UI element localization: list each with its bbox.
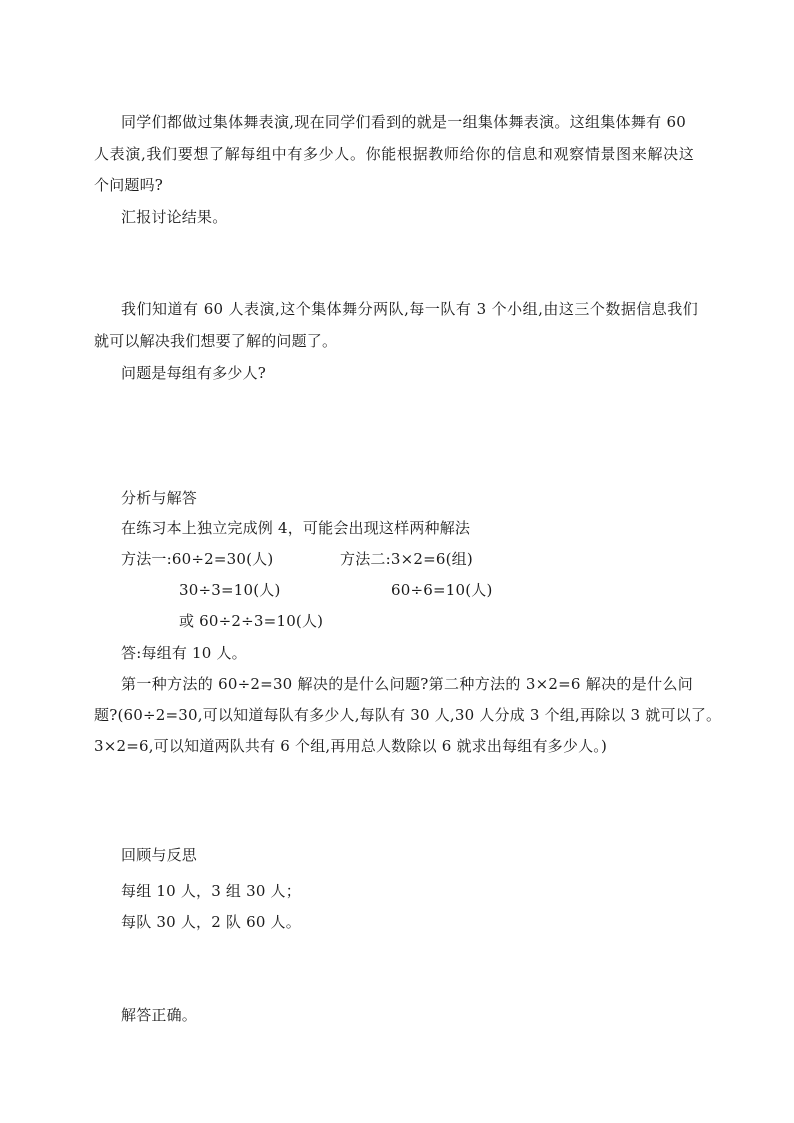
discussion-line-3: 3×2=6,可以知道两队共有 6 个组,再用总人数除以 6 就求出每组有多少人。) bbox=[94, 737, 608, 755]
report-line: 汇报讨论结果。 bbox=[121, 208, 228, 226]
intro-line-1: 同学们都做过集体舞表演,现在同学们看到的就是一组集体舞表演。这组集体舞有 60 bbox=[121, 113, 686, 131]
intro-line-2: 人表演,我们要想了解每组中有多少人。你能根据教师给你的信息和观察情景图来解决这 bbox=[94, 145, 694, 163]
discussion-line-1: 第一种方法的 60÷2=30 解决的是什么问题?第二种方法的 3×2=6 解决的是什么问 bbox=[121, 675, 693, 693]
answer-line: 答:每组有 10 人。 bbox=[121, 644, 247, 662]
method-1-line-1: 方法一:60÷2=30(人) bbox=[121, 550, 274, 568]
method-1-line-2: 30÷3=10(人) bbox=[179, 581, 281, 599]
known-line-2: 就可以解决我们想要了解的问题了。 bbox=[94, 332, 338, 350]
method-2-line-2: 60÷6=10(人) bbox=[391, 581, 493, 599]
review-line-1: 每组 10 人，3 组 30 人； bbox=[121, 882, 301, 900]
conclusion-line: 解答正确。 bbox=[121, 1006, 198, 1024]
question-line: 问题是每组有多少人? bbox=[121, 364, 267, 382]
discussion-line-2: 题?(60÷2=30,可以知道每队有多少人,每队有 30 人,30 人分成 3 个组,再除以 3 就可以了。 bbox=[94, 706, 722, 724]
method-2-line-1: 方法二:3×2=6(组) bbox=[340, 550, 473, 568]
review-line-2: 每队 30 人，2 队 60 人。 bbox=[121, 913, 301, 931]
review-heading: 回顾与反思 bbox=[121, 846, 198, 864]
analysis-heading: 分析与解答 bbox=[121, 489, 198, 507]
known-line-1: 我们知道有 60 人表演,这个集体舞分两队,每一队有 3 个小组,由这三个数据信息我们 bbox=[121, 300, 698, 318]
instruction-line: 在练习本上独立完成例 4，可能会出现这样两种解法 bbox=[121, 519, 471, 537]
intro-line-3: 个问题吗? bbox=[94, 176, 164, 194]
method-1-line-3: 或 60÷2÷3=10(人) bbox=[179, 612, 324, 630]
